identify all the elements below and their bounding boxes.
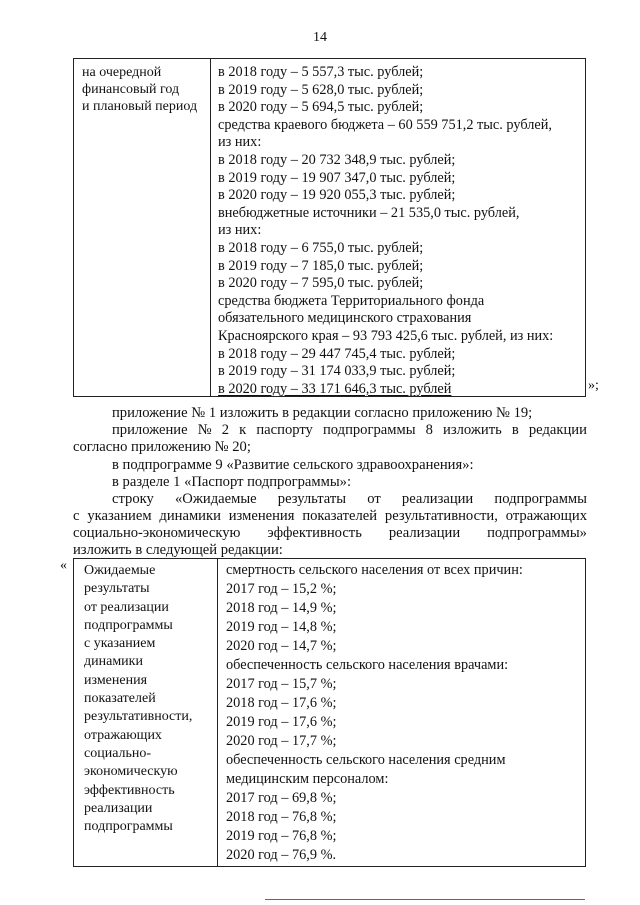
label-line: эффективность (84, 782, 175, 798)
label-line: подпрограммы (84, 819, 173, 835)
word: реализации (388, 525, 461, 541)
table-column-divider (210, 59, 211, 396)
result-line: 2020 год – 17,7 %; (226, 733, 337, 749)
result-line: 2020 год – 14,7 %; (226, 638, 337, 654)
result-line: 2018 год – 14,9 %; (226, 600, 337, 616)
paragraph-section-1: в разделе 1 «Паспорт подпрограммы»: (112, 474, 352, 490)
word: подпрограммы» (487, 525, 587, 541)
word: изложить (443, 422, 502, 438)
result-line: 2019 год – 17,6 %; (226, 714, 337, 730)
word: к (239, 422, 247, 438)
word: № (197, 422, 212, 438)
closing-quote: »; (588, 378, 599, 393)
result-line: 2017 год – 69,8 %; (226, 790, 337, 806)
results-table (73, 558, 586, 867)
word: результаты (277, 491, 347, 507)
funding-line: в 2018 году – 5 557,3 тыс. рублей; (218, 64, 424, 80)
word: подпрограммы (322, 422, 416, 438)
results-table-label-cell (84, 562, 192, 836)
word: подпрограммы (494, 491, 587, 507)
funding-table-label-cell (82, 64, 197, 115)
funding-line: в 2018 году – 6 755,0 тыс. рублей; (218, 239, 424, 256)
table-column-divider (217, 559, 218, 866)
label-line: с указанием (84, 636, 156, 652)
funding-line: в 2019 году – 5 628,0 тыс. рублей; (218, 81, 424, 98)
paragraph-subprogram-9: в подпрограмме 9 «Развитие сельского здравоохранения»: (112, 457, 474, 473)
label-line: изменения (84, 672, 148, 688)
word: отражающих (505, 508, 587, 524)
paragraph-row-line1 (112, 490, 587, 508)
label-line: динамики (84, 654, 143, 670)
label-line: на очередной (82, 65, 162, 80)
word: результативности, (384, 508, 498, 524)
paragraph-appendix-2-line2: согласно приложению № 20; (73, 439, 251, 455)
funding-line: из них: (218, 134, 262, 151)
word: с (73, 508, 80, 524)
funding-table (73, 58, 586, 397)
paragraph-row-line4: изложить в следующей редакции: (73, 542, 283, 558)
label-line: результаты (84, 581, 150, 597)
paragraph-row-line3 (73, 524, 587, 542)
result-line: 2017 год – 15,7 %; (226, 676, 337, 692)
word: динамики (159, 508, 221, 524)
word: эффективность (267, 525, 362, 541)
word: социально-экономическую (73, 525, 241, 541)
result-line: обеспеченность сельского населения врачами: (226, 657, 509, 673)
funding-line: средства бюджета Территориального фонда (218, 292, 485, 309)
result-line: 2020 год – 76,9 %. (226, 847, 337, 863)
label-line: социально- (84, 745, 152, 761)
results-table-value-cell (226, 561, 581, 865)
label-line: и плановый период (82, 99, 198, 114)
word: в (511, 422, 519, 438)
result-line: 2018 год – 17,6 %; (226, 695, 337, 711)
result-line: 2018 год – 76,8 %; (226, 809, 337, 825)
paragraph-appendix-1: приложение № 1 изложить в редакции согласно приложению № 19; (112, 405, 533, 421)
word: 2 (221, 422, 230, 438)
word: паспорту (256, 422, 313, 438)
word: указанием (87, 508, 152, 524)
funding-line: в 2019 году – 31 174 033,9 тыс. рублей; (218, 363, 456, 380)
funding-table-value-cell (218, 64, 578, 398)
label-line: результативности, (84, 709, 193, 725)
funding-line: средства краевого бюджета – 60 559 751,2 тыс. рублей, (218, 116, 552, 133)
word: «Ожидаемые (174, 491, 257, 507)
paragraph-appendix-2-line1 (112, 421, 587, 439)
funding-line: в 2019 году – 7 185,0 тыс. рублей; (218, 257, 424, 274)
result-line: 2017 год – 15,2 %; (226, 581, 337, 597)
word: строку (112, 491, 154, 507)
funding-line: внебюджетные источники – 21 535,0 тыс. рублей, (218, 204, 520, 221)
funding-line: в 2020 году – 5 694,5 тыс. рублей; (218, 99, 424, 116)
result-line: обеспеченность сельского населения средним (226, 752, 506, 768)
word: приложение (112, 422, 188, 438)
funding-line: обязательного медицинского страхования (218, 310, 472, 327)
page-number: 14 (313, 30, 327, 45)
scan-edge-divider (265, 899, 585, 900)
funding-line: из них: (218, 222, 262, 239)
funding-line: в 2018 году – 20 732 348,9 тыс. рублей; (218, 151, 456, 168)
label-line: подпрограммы (84, 617, 173, 633)
label-line: финансовый год (82, 82, 180, 97)
word: показателей (302, 508, 378, 524)
paragraph-row-line2 (73, 507, 587, 525)
word: изменения (228, 508, 295, 524)
result-line: 2019 год – 14,8 %; (226, 619, 337, 635)
funding-line: в 2018 году – 29 447 745,4 тыс. рублей; (218, 345, 456, 362)
funding-line: в 2020 году – 19 920 055,3 тыс. рублей; (218, 187, 456, 204)
word: реализации (401, 491, 474, 507)
label-line: реализации (84, 800, 153, 816)
funding-line: в 2019 году – 19 907 347,0 тыс. рублей; (218, 169, 456, 186)
label-line: экономическую (84, 764, 178, 780)
funding-line: в 2020 году – 33 171 646,3 тыс. рублей (218, 380, 452, 397)
label-line: показателей (84, 691, 156, 707)
word: 8 (425, 422, 433, 438)
label-line: отражающих (84, 727, 162, 743)
word: редакции (528, 422, 587, 438)
funding-line: в 2020 году – 7 595,0 тыс. рублей; (218, 275, 424, 292)
word: от (367, 491, 381, 507)
opening-quote: « (60, 558, 67, 573)
result-line: смертность сельского населения от всех причин: (226, 562, 523, 578)
result-line: 2019 год – 76,8 %; (226, 828, 337, 844)
label-line: Ожидаемые (84, 563, 156, 578)
funding-line: Красноярского края – 93 793 425,6 тыс. рублей, из них: (218, 327, 554, 344)
result-line: медицинским персоналом: (226, 771, 389, 787)
label-line: от реализации (84, 599, 169, 615)
